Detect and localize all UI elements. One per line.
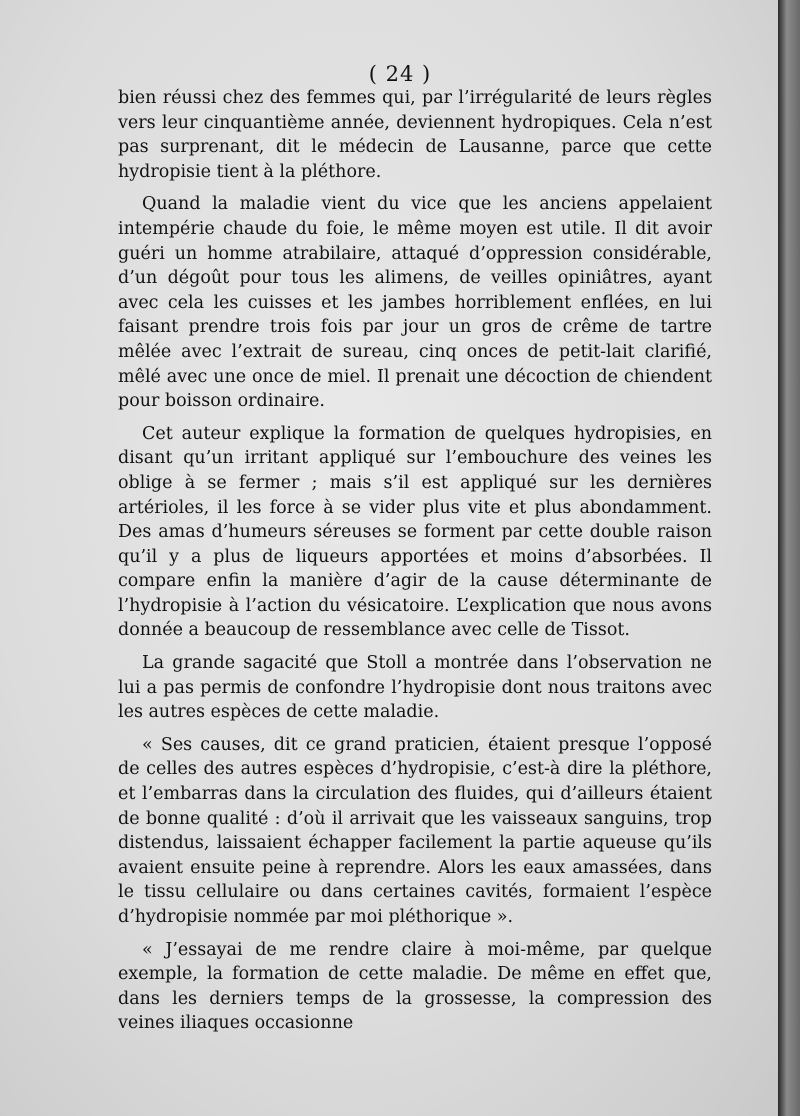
paragraph: « Ses causes, dit ce grand praticien, étaient presque l’opposé de celles des autres espèces d’hydropisie, c’est-à dire la pléthore, et l’embarras dans la circulation des fluides, qui d’ailleurs étaient de bonne qualité : d’où il arrivait que les vaisseaux sanguins, trop distendus, laissaient échapper facilement la partie aqueuse qu’ils avaient ensuite peine à reprendre. Alors les eaux amassées, dans le tissu cellulaire ou dans certaines cavités, formaient l’espèce d’hydropisie nommée par moi pléthorique ». (118, 734, 712, 927)
paragraph: bien réussi chez des femmes qui, par l’irrégularité de leurs règles vers leur cinquantième année, deviennent hydropiques. Cela n’est pas surprenant, dit le médecin de Lausanne, parce que cette hydropisie tient à la pléthore. (118, 88, 712, 182)
body-text (118, 86, 712, 1044)
paragraph: « J’essayai de me rendre claire à moi-même, par quelque exemple, la formation de cette maladie. De même en effet que, dans les derniers temps de la grossesse, la compression des veines iliaques occasionne (118, 939, 712, 1034)
paragraph: Quand la maladie vient du vice que les anciens appelaient intempérie chaude du foie, le même moyen est utile. Il dit avoir guéri un homme atrabilaire, attaqué d’oppression considérable, d’un dégoût pour tous les alimens, de veilles opiniâtres, ayant avec cela les cuisses et les jambes horriblement enflées, en lui faisant prendre trois fois par jour un gros de crême de tartre mêlée avec l’extrait de sureau, cinq onces de petit-lait clarifié, mêlé avec une once de miel. Il prenait une décoction de chiendent pour boisson ordinaire. (118, 194, 712, 412)
page-edge (778, 0, 800, 1116)
paragraph: Cet auteur explique la formation de quelques hydropisies, en disant qu’un irritant appliqué sur l’embouchure des veines les oblige à se fermer ; mais s’il est appliqué sur les dernières artérioles, il les force à se vider plus vite et plus abondamment. Des amas d’humeurs séreuses se forment par cette double raison qu’il y a plus de liqueurs apportées et moins d’absorbées. Il compare enfin la manière d’agir de la cause déterminante de l’hydropisie à l’action du vésicatoire. L’explication que nous avons donnée a beaucoup de ressemblance avec celle de Tissot. (118, 423, 712, 641)
paragraph: La grande sagacité que Stoll a montrée dans l’observation ne lui a pas permis de confondre l’hydropisie dont nous traitons avec les autres espèces de cette maladie. (118, 653, 712, 723)
page-number: ( 24 ) (368, 62, 432, 86)
